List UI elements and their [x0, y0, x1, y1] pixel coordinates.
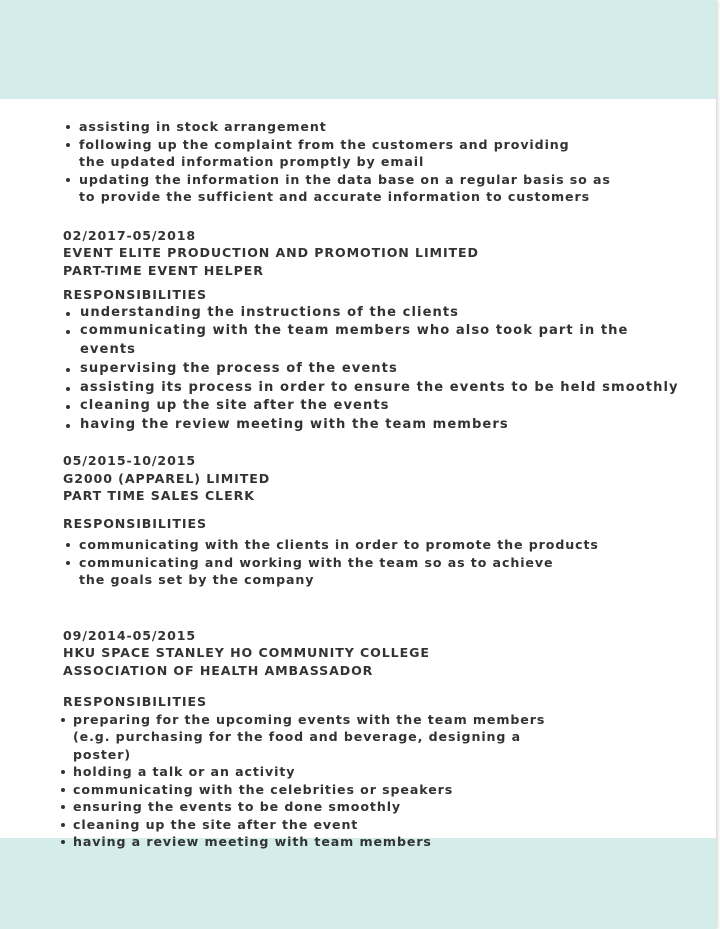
list-item: communicating with the team members who also took part in the events: [63, 322, 683, 360]
list-item: cleaning up the site after the event: [58, 816, 683, 834]
list-item: having the review meeting with the team members: [63, 416, 683, 435]
responsibilities-heading: RESPONSIBILITIES: [63, 694, 207, 710]
list-item: communicating with the clients in order to promote the products: [63, 536, 683, 554]
list-item: understanding the instructions of the clients: [63, 304, 683, 323]
responsibilities-heading: RESPONSIBILITIES: [63, 287, 207, 302]
job-entry: [63, 227, 683, 436]
list-item: ensuring the events to be done smoothly: [58, 798, 683, 816]
job-company: G2000 (APPAREL) LIMITED: [63, 470, 271, 486]
list-item: cleaning up the site after the events: [63, 397, 683, 416]
job-company: HKU SPACE STANLEY HO COMMUNITY COLLEGE: [63, 645, 430, 661]
responsibilities-list: [63, 536, 683, 589]
job-company: EVENT ELITE PRODUCTION AND PROMOTION LIMITED: [63, 245, 479, 260]
list-item: preparing for the upcoming events with the team members (e.g. purchasing for the food and beverage, designing a poster): [58, 711, 563, 764]
header-band: [0, 0, 716, 99]
list-item: having a review meeting with team members: [58, 833, 683, 851]
job-date: 09/2014-05/2015: [63, 627, 197, 643]
list-item: supervising the process of the events: [63, 360, 683, 379]
job-position: PART-TIME EVENT HELPER: [63, 262, 264, 278]
list-item: holding a talk or an activity: [58, 763, 683, 781]
list-item: communicating with the celebrities or speakers: [58, 781, 683, 799]
job-entry: [63, 627, 683, 851]
responsibilities-list: [63, 304, 683, 436]
list-item: assisting in stock arrangement: [63, 118, 579, 136]
list-item: updating the information in the data base on a regular basis so as to provide the sufficient and accurate information to customers: [63, 171, 614, 206]
job-position: PART TIME SALES CLERK: [63, 488, 255, 504]
resume-content: [63, 118, 683, 851]
responsibilities-heading: RESPONSIBILITIES: [63, 515, 207, 531]
intro-bullet-list: [63, 118, 683, 206]
list-item: communicating and working with the team so as to achieve the goals set by the company: [63, 554, 579, 589]
footer-band: [0, 838, 716, 929]
job-date: 02/2017-05/2018: [63, 227, 197, 243]
list-item: following up the complaint from the customers and providing the updated information promptly by email: [63, 136, 579, 171]
job-entry: [63, 452, 683, 589]
responsibilities-list: [63, 711, 683, 851]
job-date: 05/2015-10/2015: [63, 453, 197, 469]
list-item: assisting its process in order to ensure the events to be held smoothly: [63, 379, 683, 398]
job-position: ASSOCIATION OF HEALTH AMBASSADOR: [63, 662, 374, 678]
